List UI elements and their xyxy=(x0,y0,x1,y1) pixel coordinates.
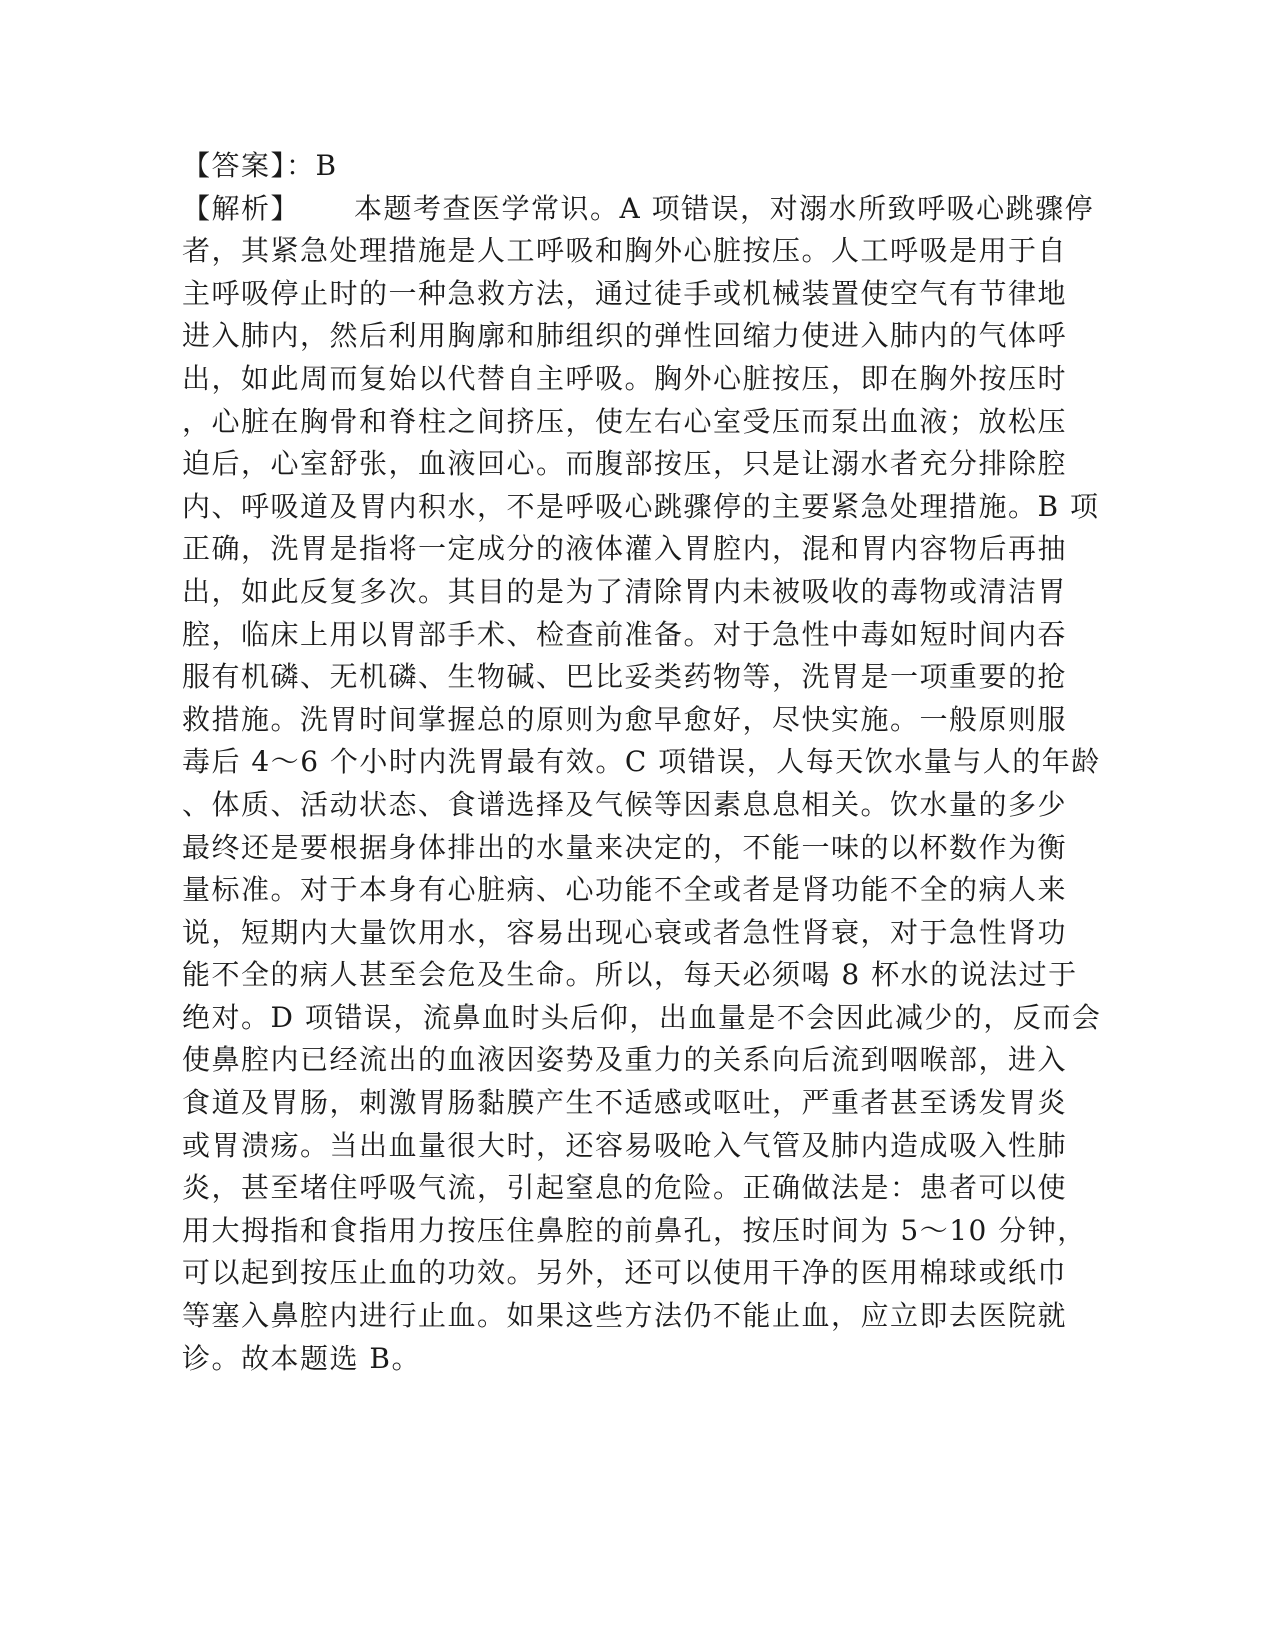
analysis-text-line: 主呼吸停止时的一种急救方法，通过徒手或机械装置使空气有节律地 xyxy=(182,276,1068,310)
analysis-text-line: 内、呼吸道及胃内积水，不是呼吸心跳骤停的主要紧急处理措施。B 项 xyxy=(182,489,1100,523)
analysis-line-1 xyxy=(182,188,1095,231)
analysis-text-line: 正确，洗胃是指将一定成分的液体灌入胃腔内，混和胃内容物后再抽 xyxy=(182,532,1068,566)
analysis-text-line: 救措施。洗胃时间掌握总的原则为愈早愈好，尽快实施。一般原则服 xyxy=(182,702,1068,736)
analysis-text-line: 说，短期内大量饮用水，容易出现心衰或者急性肾衰，对于急性肾功 xyxy=(182,915,1068,949)
analysis-text-line: 用大拇指和食指用力按压住鼻腔的前鼻孔，按压时间为 5～10 分钟， xyxy=(182,1213,1087,1247)
analysis-text-line: 出，如此反复多次。其目的是为了清除胃内未被吸收的毒物或清洁胃 xyxy=(182,574,1068,608)
answer-explanation-document xyxy=(182,145,1102,1380)
analysis-text-line: 量标准。对于本身有心脏病、心功能不全或者是肾功能不全的病人来 xyxy=(182,873,1068,907)
answer-separator: ： xyxy=(286,149,316,182)
answer-label: 【答案】 xyxy=(182,149,287,182)
answer-value: B xyxy=(315,149,338,182)
analysis-text-line: 等塞入鼻腔内进行止血。如果这些方法仍不能止血，应立即去医院就 xyxy=(182,1299,1068,1333)
analysis-text-line: 出，如此周而复始以代替自主呼吸。胸外心脏按压，即在胸外按压时 xyxy=(182,361,1068,395)
analysis-text-line: 使鼻腔内已经流出的血液因姿势及重力的关系向后流到咽喉部，进入 xyxy=(182,1043,1068,1077)
analysis-text-line: 能不全的病人甚至会危及生命。所以，每天必须喝 8 杯水的说法过于 xyxy=(182,958,1078,992)
analysis-text-line: 食道及胃肠，刺激胃肠黏膜产生不适感或呕吐，严重者甚至诱发胃炎 xyxy=(182,1086,1068,1120)
analysis-text-line: 者，其紧急处理措施是人工呼吸和胸外心脏按压。人工呼吸是用于自 xyxy=(182,234,1068,268)
answer-line xyxy=(182,145,1052,188)
analysis-text-line: 服有机磷、无机磷、生物碱、巴比妥类药物等，洗胃是一项重要的抢 xyxy=(182,660,1068,694)
analysis-text-line: 诊。故本题选 B。 xyxy=(182,1341,421,1375)
analysis-label: 【解析】 xyxy=(182,191,301,225)
analysis-text-line: 迫后，心室舒张，血液回心。而腹部按压，只是让溺水者充分排除腔 xyxy=(182,447,1068,481)
analysis-text-line: 或胃溃疡。当出血量很大时，还容易吸呛入气管及肺内造成吸入性肺 xyxy=(182,1128,1068,1162)
analysis-text-line: 最终还是要根据身体排出的水量来决定的，不能一味的以杯数作为衡 xyxy=(182,830,1068,864)
analysis-text-line: 毒后 4～6 个小时内洗胃最有效。C 项错误，人每天饮水量与人的年龄 xyxy=(182,745,1101,779)
analysis-text-line: 本题考查医学常识。A 项错误，对溺水所致呼吸心跳骤停 xyxy=(354,191,1095,225)
analysis-text-line: 进入肺内，然后利用胸廓和肺组织的弹性回缩力使进入肺内的气体呼 xyxy=(182,319,1068,353)
analysis-text-line: 炎，甚至堵住呼吸气流，引起窒息的危险。正确做法是：患者可以使 xyxy=(182,1171,1068,1205)
analysis-text-line: ，心脏在胸骨和脊柱之间挤压，使左右心室受压而泵出血液；放松压 xyxy=(182,404,1068,438)
analysis-text-line: 绝对。D 项错误，流鼻血时头后仰，出血量是不会因此减少的，反而会 xyxy=(182,1000,1102,1034)
analysis-text-line: 、体质、活动状态、食谱选择及气候等因素息息相关。饮水量的多少 xyxy=(182,787,1068,821)
analysis-text-line: 腔，临床上用以胃部手术、检查前准备。对于急性中毒如短时间内吞 xyxy=(182,617,1068,651)
analysis-text-line: 可以起到按压止血的功效。另外，还可以使用干净的医用棉球或纸巾 xyxy=(182,1256,1068,1290)
